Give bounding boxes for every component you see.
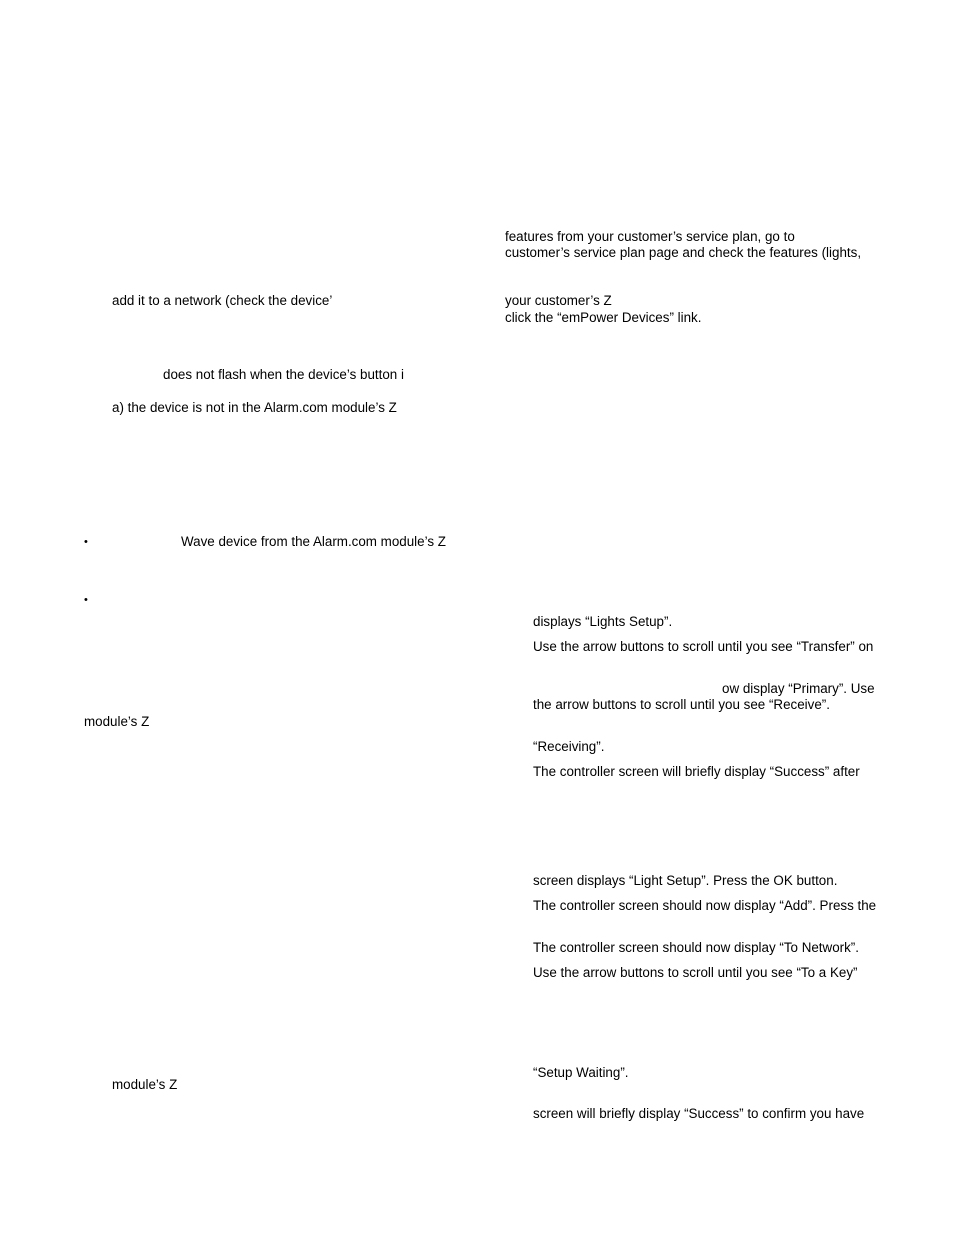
bullet-text-1: Wave device from the Alarm.com module’s Z: [181, 534, 446, 549]
step-line-light-setup-ok: screen displays “Light Setup”. Press the OK button.: [533, 873, 838, 888]
step-line-receiving: “Receiving”.: [533, 739, 605, 754]
text-line-module-2: module’s Z: [112, 1077, 178, 1092]
step-line-transfer: Use the arrow buttons to scroll until you see “Transfer” on: [533, 639, 874, 654]
text-line-your-customer: your customer’s Z: [505, 293, 612, 308]
bullet-marker-2: •: [84, 594, 88, 606]
bullet-marker-1: •: [84, 536, 88, 548]
step-line-lights-setup: displays “Lights Setup”.: [533, 614, 673, 629]
step-line-primary: ow display “Primary”. Use: [722, 681, 875, 696]
text-line-features-2: customer’s service plan page and check the features (lights,: [505, 245, 862, 260]
step-line-setup-waiting: “Setup Waiting”.: [533, 1065, 629, 1080]
text-line-module-1: module’s Z: [84, 714, 150, 729]
step-line-to-a-key: Use the arrow buttons to scroll until you see “To a Key”: [533, 965, 858, 980]
step-line-to-network: The controller screen should now display “To Network”.: [533, 940, 859, 955]
text-line-empower-link: click the “emPower Devices” link.: [505, 310, 702, 325]
text-line-not-in-network: a) the device is not in the Alarm.com module’s Z: [112, 400, 397, 415]
text-line-flash: does not flash when the device’s button i: [163, 367, 404, 382]
step-line-add: The controller screen should now display “Add”. Press the: [533, 898, 877, 913]
step-line-success-after: The controller screen will briefly display “Success” after: [533, 764, 860, 779]
text-line-features-1: features from your customer’s service plan, go to: [505, 229, 795, 244]
text-line-network: add it to a network (check the device’: [112, 293, 333, 308]
step-line-success-confirm: screen will briefly display “Success” to confirm you have: [533, 1106, 865, 1121]
step-line-receive: the arrow buttons to scroll until you see “Receive”.: [533, 697, 830, 712]
